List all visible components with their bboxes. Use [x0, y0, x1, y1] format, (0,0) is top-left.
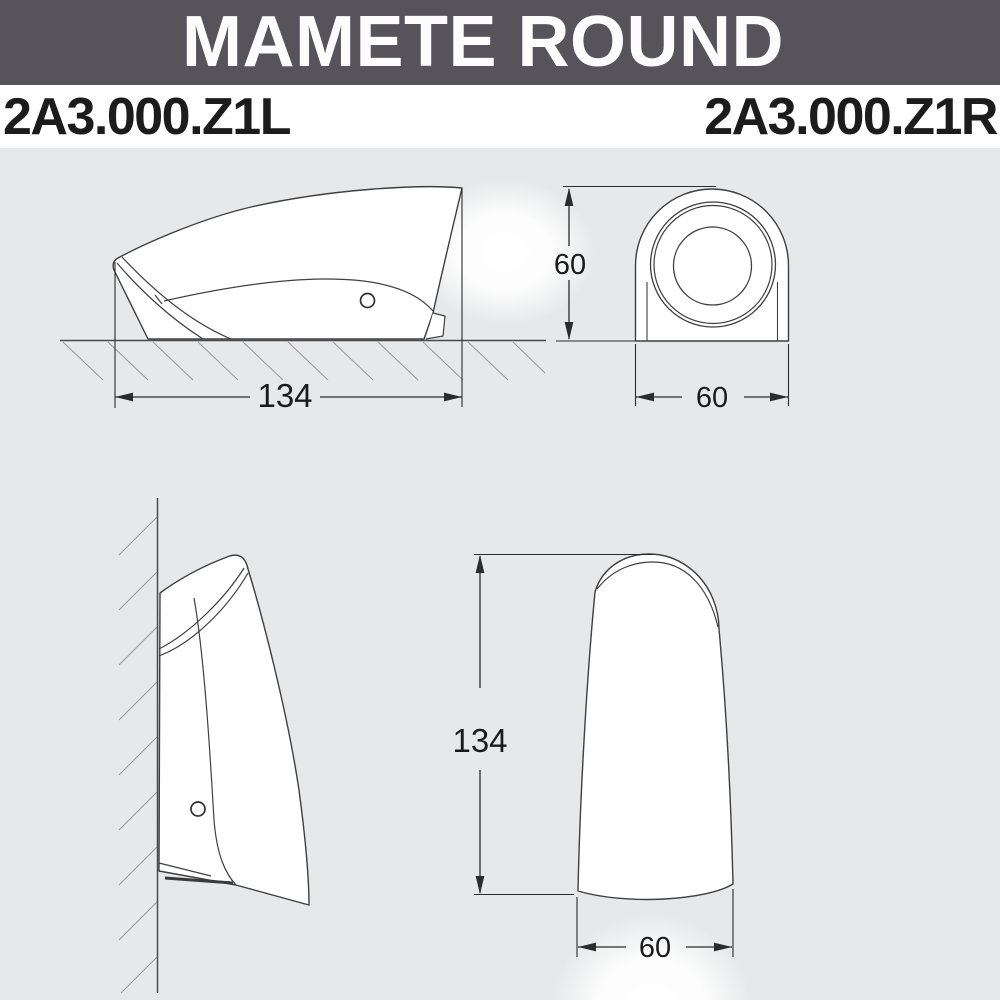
- dimension-label-height: 134: [452, 722, 508, 759]
- model-code-right: 2A3.000.Z1R: [704, 87, 997, 146]
- model-code-left: 2A3.000.Z1L: [3, 87, 290, 146]
- screw-hole: [191, 802, 205, 816]
- view-side-wall: [119, 498, 309, 993]
- ground-hatching: [63, 342, 545, 380]
- screw-hole: [361, 294, 375, 308]
- dimension-label-width: 60: [638, 932, 672, 964]
- dimension-label-height: 60: [553, 249, 587, 281]
- fixture-dome-outline: [636, 189, 789, 341]
- wall-hatching: [119, 517, 157, 993]
- fixture-body-wall-side: [159, 555, 309, 905]
- dimension-label-length: 134: [257, 377, 313, 414]
- fixture-body-front: [578, 554, 733, 899]
- fixture-body-side: [113, 187, 462, 339]
- dimension-label-width: 60: [695, 382, 729, 414]
- product-title: MAMETE ROUND: [182, 1, 784, 82]
